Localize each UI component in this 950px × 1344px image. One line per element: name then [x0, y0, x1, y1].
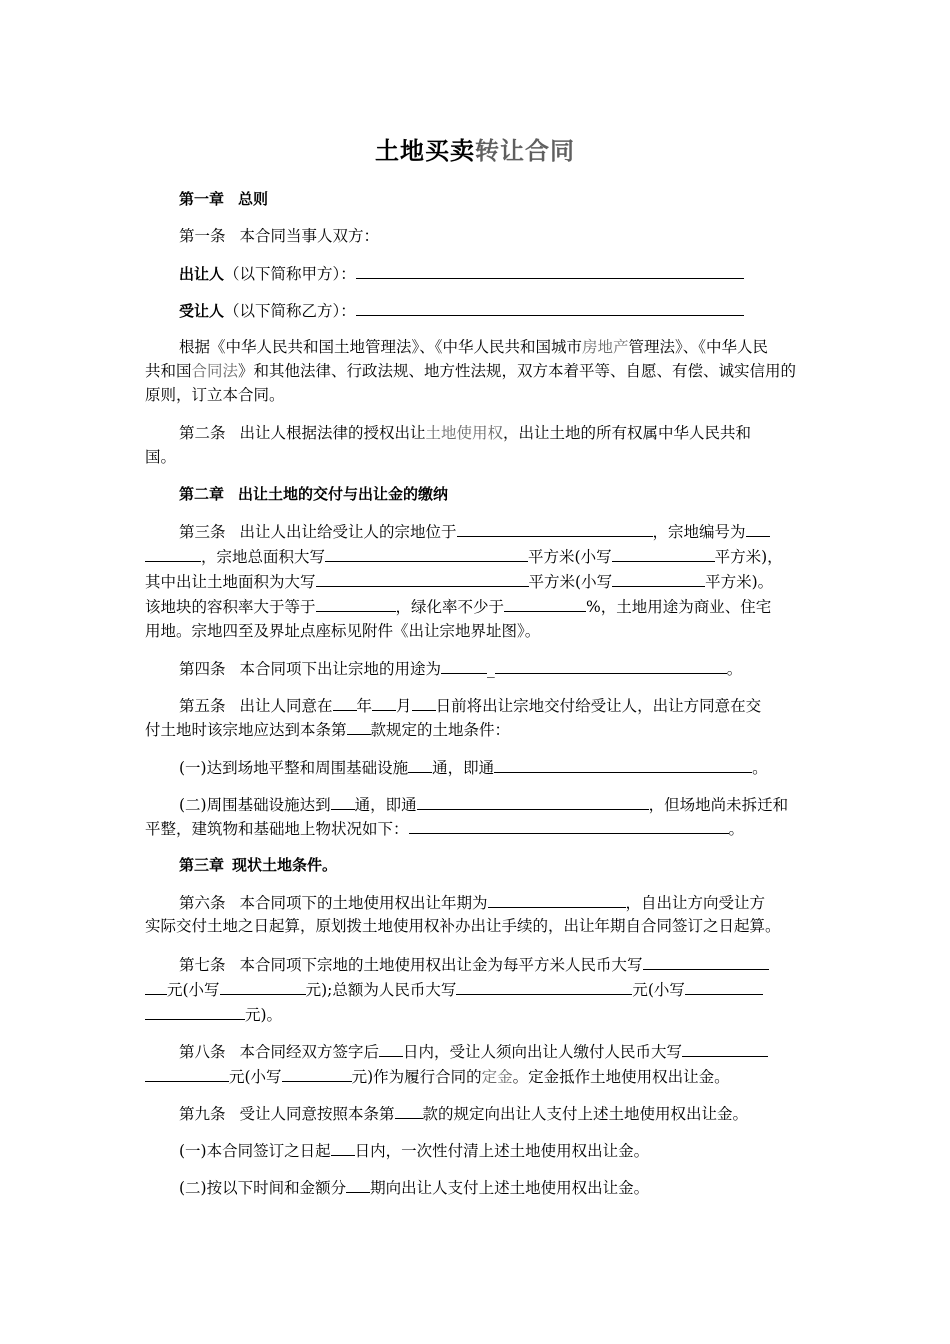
document-title: [0, 135, 950, 167]
link-contract-law[interactable]: 合同法: [191, 362, 239, 380]
clause-5-1: (一)达到场地平整和周围基础设施 通，即通 。: [145, 755, 844, 780]
fill-in-blank[interactable]: [685, 977, 763, 995]
link-deposit[interactable]: 定金: [481, 1068, 513, 1086]
fill-in-blank[interactable]: [457, 519, 653, 537]
fill-in-blank[interactable]: [612, 569, 705, 587]
article-6-line-1: 第六条 本合同项下的土地使用权出让年期为 ，自出让方向受让方: [145, 890, 844, 915]
fill-in-blank[interactable]: [379, 1039, 403, 1057]
link-real-estate[interactable]: 房地产: [582, 338, 629, 356]
fill-in-blank[interactable]: [441, 656, 487, 674]
fill-in-blank[interactable]: [643, 952, 769, 970]
clause-9-1: (一)本合同签订之日起 日内，一次性付清上述土地使用权出让金。: [145, 1138, 844, 1163]
fill-in-blank[interactable]: [316, 569, 529, 587]
article-3-line-1: 第三条 出让人出让给受让人的宗地位于 ，宗地编号为: [145, 519, 844, 544]
fill-in-blank[interactable]: [395, 1101, 423, 1119]
article-1: 第一条 本合同当事人双方：: [179, 227, 380, 245]
basis-line-1: 根据《中华人民共和国土地管理法》、《中华人民共和国城市房地产管理法》、《中华人民: [179, 338, 769, 356]
fill-in-blank[interactable]: [325, 544, 528, 562]
article-8-line-1: 第八条 本合同经双方签字后 日内，受让人须向出让人缴付人民币大写: [145, 1039, 844, 1064]
article-5-line-1: 第五条 出让人同意在 年 月 日前将出让宗地交付给受让人，出让方同意在交: [145, 693, 844, 718]
party-a-line: 出让人（以下简称甲方）：: [145, 261, 844, 286]
article-5-line-2: 付土地时该宗地应达到本条第 款规定的土地条件：: [145, 717, 810, 742]
fill-in-blank[interactable]: [682, 1039, 768, 1057]
fill-in-blank[interactable]: [612, 544, 715, 562]
fill-in-blank[interactable]: [409, 816, 729, 834]
fill-in-blank[interactable]: [495, 656, 727, 674]
fill-in-blank[interactable]: [504, 594, 586, 612]
clause-5-2-line-1: (二)周围基础设施达到 通，即通 ，但场地尚未拆迁和: [145, 792, 844, 817]
fill-in-blank[interactable]: [412, 693, 436, 711]
article-3-line-4: 该地块的容积率大于等于 ，绿化率不少于 %，土地用途为商业、住宅: [145, 594, 810, 619]
chapter-3-heading: 第三章 现状土地条件。: [179, 856, 338, 874]
fill-in-blank[interactable]: [333, 693, 357, 711]
basis-line-2: 共和国合同法》和其他法律、行政法规、地方性法规，双方本着平等、自愿、有偿、诚实信用的: [145, 362, 797, 380]
clause-9-2: (二)按以下时间和金额分 期向出让人支付上述土地使用权出让金。: [145, 1175, 844, 1200]
title-link[interactable]: 转让合同: [475, 137, 575, 165]
fill-in-blank[interactable]: [488, 890, 626, 908]
title-main: 土地买卖: [375, 137, 475, 165]
article-3-line-5: 用地。宗地四至及界址点座标见附件《出让宗地界址图》。: [145, 622, 541, 640]
fill-in-blank[interactable]: [282, 1064, 352, 1082]
article-4: 第四条 本合同项下出让宗地的用途为 _ 。: [145, 656, 844, 681]
fill-in-blank[interactable]: [145, 977, 167, 995]
fill-in-blank[interactable]: [145, 1064, 229, 1082]
fill-in-blank[interactable]: [331, 792, 355, 810]
article-2-line-2: 国。: [145, 448, 177, 466]
fill-in-blank[interactable]: [417, 792, 649, 810]
fill-in-blank[interactable]: [346, 1175, 370, 1193]
article-2-line-1: 第二条 出让人根据法律的授权出让土地使用权，出让土地的所有权属中华人民共和: [179, 424, 752, 442]
basis-line-3: 原则，订立本合同。: [145, 386, 285, 404]
chapter-1-heading: 第一章 总则: [179, 190, 269, 208]
party-a-blank[interactable]: [356, 261, 744, 279]
article-8-line-2: 元(小写 元)作为履行合同的定金。定金抵作土地使用权出让金。: [145, 1064, 810, 1089]
article-6-line-2: 实际交付土地之日起算，原划拨土地使用权补办出让手续的，出让年期自合同签订之日起算。: [145, 917, 781, 935]
article-7-line-3: 元)。: [145, 1002, 810, 1027]
article-9: 第九条 受让人同意按照本条第 款的规定向出让人支付上述土地使用权出让金。: [145, 1101, 844, 1126]
fill-in-blank[interactable]: [316, 594, 396, 612]
article-3-line-2: ，宗地总面积大写 平方米(小写 平方米)，: [145, 544, 810, 569]
fill-in-blank[interactable]: [145, 1002, 245, 1020]
fill-in-blank[interactable]: [456, 977, 632, 995]
link-land-use-right[interactable]: 土地使用权: [425, 424, 504, 442]
clause-5-2-line-2: 平整，建筑物和基础地上物状况如下： 。: [145, 816, 810, 841]
article-7-line-2: 元(小写 元);总额为人民币大写 元(小写: [145, 977, 810, 1002]
fill-in-blank[interactable]: [220, 977, 306, 995]
fill-in-blank[interactable]: [145, 544, 201, 562]
fill-in-blank[interactable]: [494, 755, 752, 773]
article-7-line-1: 第七条 本合同项下宗地的土地使用权出让金为每平方米人民币大写: [145, 952, 844, 977]
article-3-line-3: 其中出让土地面积为大写 平方米(小写 平方米)。: [145, 569, 810, 594]
fill-in-blank[interactable]: [347, 717, 371, 735]
fill-in-blank[interactable]: [746, 519, 770, 537]
party-b-line: 受让人（以下简称乙方）：: [145, 298, 844, 323]
fill-in-blank[interactable]: [408, 755, 432, 773]
chapter-2-heading: 第二章 出让土地的交付与出让金的缴纳: [179, 485, 449, 503]
party-b-blank[interactable]: [356, 298, 744, 316]
fill-in-blank[interactable]: [331, 1138, 355, 1156]
fill-in-blank[interactable]: [372, 693, 396, 711]
